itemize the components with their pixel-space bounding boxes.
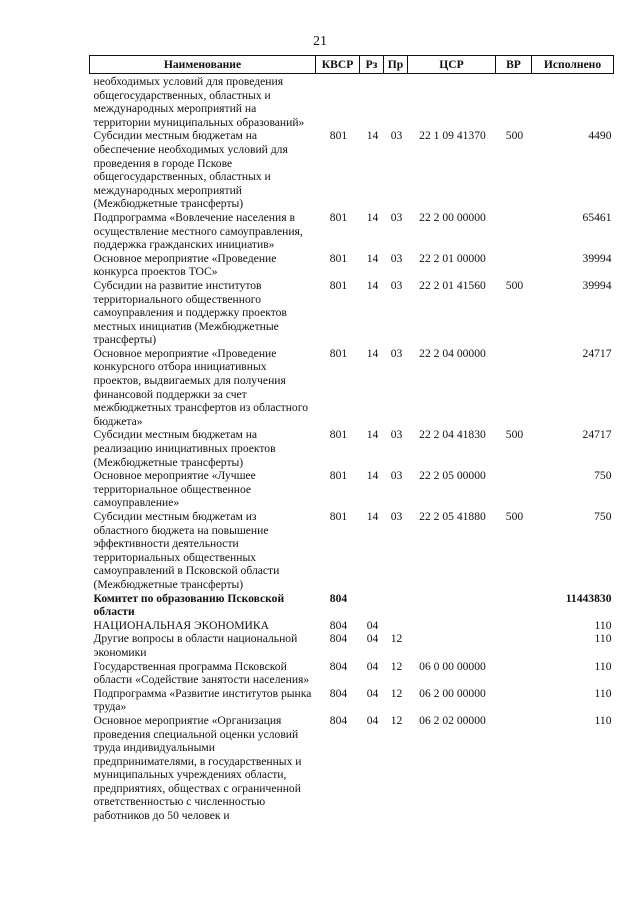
cell-vr	[496, 714, 532, 823]
cell-executed: 65461	[582, 210, 612, 224]
table-row	[90, 74, 614, 130]
cell-pr: 03	[390, 251, 403, 265]
cell-csr	[408, 592, 496, 619]
cell-pr: 03	[390, 278, 403, 292]
cell-name: Субсидии местным бюджетам на обеспечение необходимых условий для проведения в городе Пскове общегосударственных, областных и международных мероприятий (Межбюджетные трансферты)	[93, 129, 288, 211]
cell-kvsr: 801	[329, 346, 348, 360]
table-row	[90, 252, 614, 279]
cell-csr	[408, 632, 496, 659]
cell-kvsr: 801	[329, 251, 348, 265]
cell-name: Субсидии местным бюджетам из областного бюджета на повышение эффективности деятельности территориальных общественных самоуправлений в Псковской области (Межбюджетные трансферты)	[93, 510, 280, 591]
cell-rz: 14	[366, 510, 379, 523]
cell-kvsr: 804	[329, 713, 348, 727]
cell-pr: 12	[390, 632, 403, 646]
cell-kvsr: 804	[329, 618, 348, 632]
cell-rz: 14	[366, 428, 379, 442]
cell-pr: 03	[390, 428, 403, 442]
cell-pr: 03	[390, 469, 403, 483]
table-row	[90, 592, 614, 619]
cell-csr: 22 2 04 00000	[419, 346, 486, 360]
header-name: Наименование	[90, 56, 316, 74]
cell-executed: 110	[594, 632, 612, 646]
page-number: 21	[313, 34, 327, 49]
cell-vr: 500	[505, 129, 524, 143]
cell-kvsr: 801	[329, 278, 348, 292]
cell-executed: 11443830	[565, 591, 612, 605]
cell-pr	[384, 619, 408, 633]
cell-vr	[496, 252, 532, 279]
cell-kvsr: 804	[329, 591, 348, 605]
table-row	[90, 469, 614, 510]
cell-csr: 22 2 01 41560	[419, 278, 486, 292]
cell-executed: 24717	[582, 346, 612, 360]
table-row	[90, 211, 614, 252]
table-row	[90, 687, 614, 714]
cell-csr: 22 2 04 41830	[419, 428, 486, 442]
cell-pr	[384, 74, 408, 130]
cell-executed: 750	[594, 510, 612, 523]
cell-rz: 04	[366, 686, 379, 700]
cell-rz: 04	[366, 618, 379, 632]
cell-rz: 04	[366, 659, 379, 673]
cell-kvsr: 801	[329, 469, 348, 483]
table-row	[90, 619, 614, 633]
table-row	[90, 428, 614, 469]
cell-csr	[408, 74, 496, 130]
table-row	[90, 714, 614, 823]
cell-csr: 22 2 01 00000	[419, 251, 486, 265]
cell-vr: 500	[505, 278, 524, 292]
cell-vr	[496, 619, 532, 633]
cell-vr	[496, 347, 532, 429]
cell-executed: 39994	[582, 278, 612, 292]
cell-vr: 500	[505, 428, 524, 442]
cell-csr: 22 2 05 41880	[419, 510, 486, 523]
cell-kvsr: 801	[329, 129, 348, 143]
cell-vr	[496, 632, 532, 659]
cell-rz	[360, 592, 384, 619]
cell-executed	[532, 74, 614, 130]
cell-name: Субсидии на развитие институтов территориального общественного самоуправления и поддержку проектов местных инициатив (Межбюджетные трансферты)	[93, 278, 287, 347]
header-csr: ЦСР	[408, 56, 496, 74]
table-row	[90, 510, 614, 592]
cell-name: Основное мероприятие «Организация проведения специальной оценки условий труда индивидуальными предпринимателями, в государственных и муниципальных учреждениях области, предприятиях, обществах с ограниченной ответственностью с численностью работников до 50 человек и	[93, 713, 302, 823]
cell-kvsr: 801	[329, 210, 348, 224]
header-vr: ВР	[496, 56, 532, 74]
cell-vr	[496, 687, 532, 714]
cell-executed: 110	[594, 659, 612, 673]
cell-name: Основное мероприятие «Проведение конкурса проектов ТОС»	[93, 251, 277, 279]
cell-kvsr: 804	[329, 686, 348, 700]
cell-executed: 39994	[582, 251, 612, 265]
cell-rz: 14	[366, 129, 379, 143]
budget-table	[89, 55, 614, 823]
cell-executed: 110	[594, 686, 612, 700]
table-row	[90, 660, 614, 687]
cell-pr	[384, 592, 408, 619]
cell-name: Другие вопросы в области национальной экономики	[93, 632, 298, 659]
table-row	[90, 632, 614, 659]
cell-pr: 12	[390, 659, 403, 673]
cell-kvsr: 804	[329, 632, 348, 646]
cell-name: НАЦИОНАЛЬНАЯ ЭКОНОМИКА	[93, 618, 270, 632]
cell-vr	[496, 469, 532, 510]
cell-name: Основное мероприятие «Проведение конкурсного отбора инициативных проектов, выдвигаемых для получения финансовой поддержки за счет межбюджетных трансфертов из областного бюджета»	[93, 346, 308, 428]
cell-vr: 500	[505, 510, 524, 523]
header-pr: Пр	[384, 56, 408, 74]
cell-pr: 03	[390, 129, 403, 143]
cell-name: Государственная программа Псковской области «Содействие занятости населения»	[93, 659, 310, 687]
cell-csr: 22 1 09 41370	[419, 129, 486, 143]
header-kvsr: КВСР	[316, 56, 360, 74]
cell-kvsr: 801	[329, 428, 348, 442]
cell-rz: 14	[366, 210, 379, 224]
cell-name: Комитет по образованию Псковской области	[93, 591, 285, 619]
cell-executed: 4490	[588, 129, 612, 143]
cell-name: Основное мероприятие «Лучшее территориальное общественное самоуправление»	[93, 469, 256, 510]
table-row	[90, 129, 614, 211]
cell-name: Подпрограмма «Вовлечение населения в осуществление местного самоуправления, поддержка гражданских инициатив»	[93, 210, 303, 252]
table-body	[90, 74, 614, 823]
cell-executed: 24717	[582, 428, 612, 442]
table-row	[90, 347, 614, 429]
table-row	[90, 279, 614, 347]
cell-executed: 110	[594, 713, 612, 727]
table-header-row	[90, 56, 614, 74]
cell-csr: 06 2 00 00000	[419, 686, 486, 700]
cell-name: Подпрограмма «Развитие институтов рынка труда»	[93, 686, 312, 714]
cell-rz: 04	[366, 713, 379, 727]
cell-vr	[496, 211, 532, 252]
cell-name: Субсидии местным бюджетам на реализацию инициативных проектов (Межбюджетные трансферты)	[93, 428, 276, 469]
cell-name: необходимых условий для проведения общегосударственных, областных и международных мероприятий на территории муниципальных образований»	[93, 75, 305, 129]
cell-rz: 14	[366, 251, 379, 265]
cell-pr: 12	[390, 686, 403, 700]
cell-vr	[496, 660, 532, 687]
cell-csr: 06 0 00 00000	[419, 659, 486, 673]
cell-csr: 22 2 05 00000	[419, 469, 486, 483]
cell-executed: 750	[594, 469, 612, 483]
header-executed: Исполнено	[532, 56, 614, 74]
cell-pr: 03	[390, 346, 403, 360]
cell-kvsr: 804	[329, 659, 348, 673]
cell-rz: 14	[366, 346, 379, 360]
cell-executed: 110	[594, 618, 612, 632]
cell-rz: 14	[366, 278, 379, 292]
cell-csr: 06 2 02 00000	[419, 713, 486, 727]
cell-vr	[496, 592, 532, 619]
cell-csr	[408, 619, 496, 633]
cell-pr: 03	[390, 210, 403, 224]
header-rz: Рз	[360, 56, 384, 74]
cell-pr: 03	[390, 510, 403, 523]
cell-kvsr	[316, 74, 360, 130]
cell-pr: 12	[390, 713, 403, 727]
cell-csr: 22 2 00 00000	[419, 210, 486, 224]
cell-rz	[360, 74, 384, 130]
cell-rz: 04	[366, 632, 379, 646]
cell-kvsr: 801	[329, 510, 348, 523]
cell-rz: 14	[366, 469, 379, 483]
cell-vr	[496, 74, 532, 130]
